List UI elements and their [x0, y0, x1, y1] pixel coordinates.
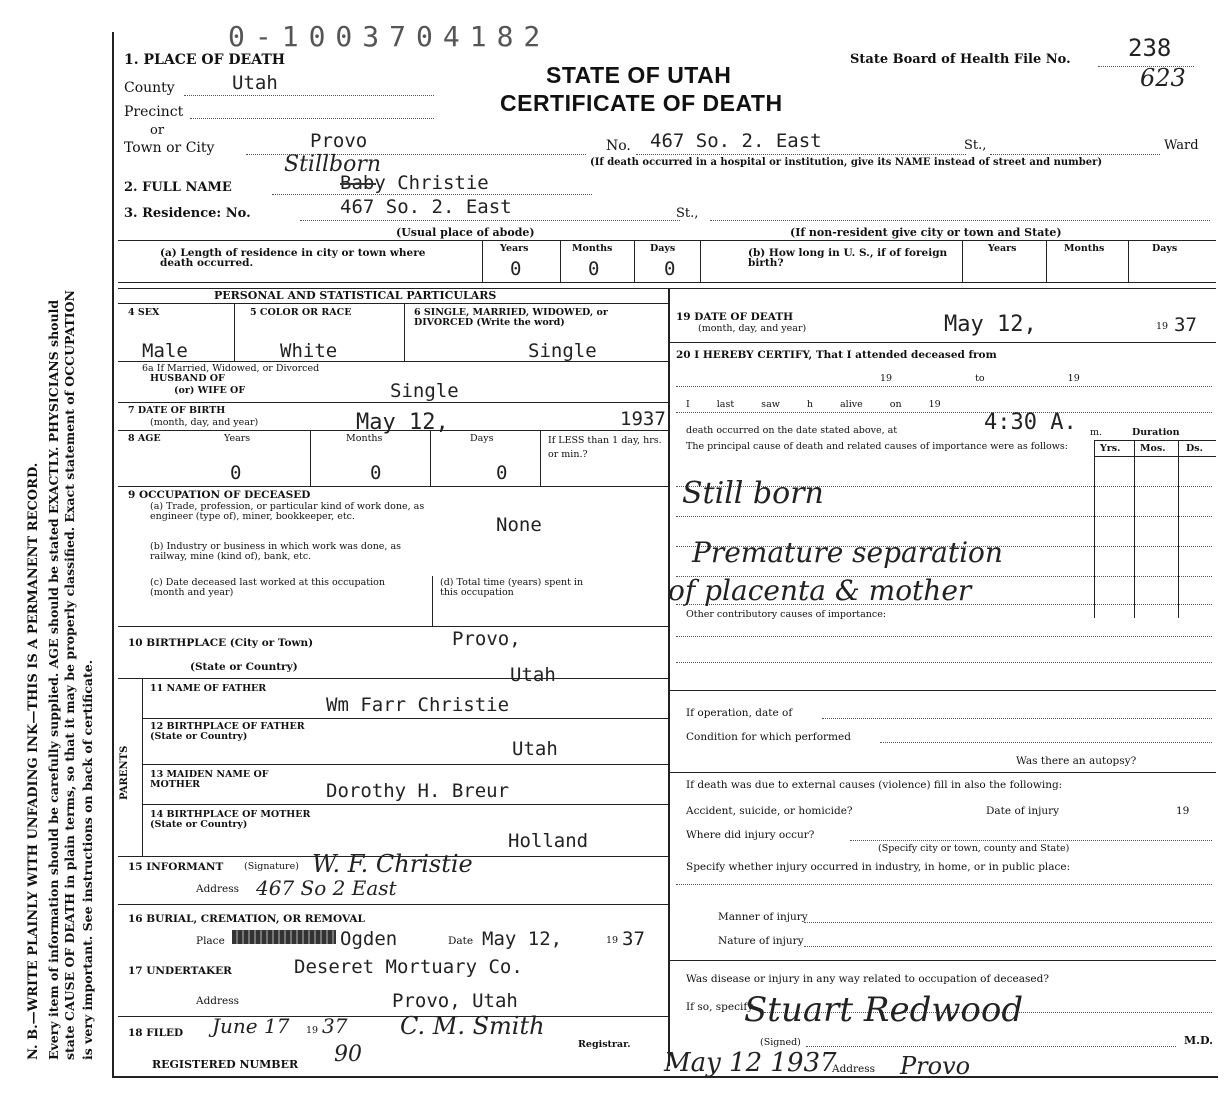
- personal-heading: PERSONAL AND STATISTICAL PARTICULARS: [214, 289, 497, 302]
- county-label: County: [124, 80, 175, 96]
- informant-sig: W. F. Christie: [312, 850, 473, 878]
- undertaker-value: Deseret Mortuary Co.: [294, 956, 523, 978]
- condition-label: Condition for which performed: [686, 731, 851, 743]
- birthplace-state-label: (State or Country): [190, 661, 298, 673]
- occ-value: None: [496, 514, 542, 536]
- death-time: 4:30 A.: [984, 410, 1077, 435]
- age-months-h: Months: [346, 433, 383, 444]
- filed-label: 18 FILED: [128, 1027, 184, 1039]
- spouse-label-3: (or) WIFE OF: [174, 385, 246, 396]
- margin-line-1: N. B.—WRITE PLAINLY WITH UNFADING INK—THIS IS A PERMANENT RECORD.: [26, 462, 41, 1060]
- doc-title: CERTIFICATE OF DEATH: [500, 90, 783, 116]
- other-label: Other contributory causes of importance:: [686, 609, 887, 620]
- certify-label: 20 I HEREBY CERTIFY, That I attended deceased from: [676, 349, 997, 361]
- ward-label: Ward: [1164, 138, 1199, 153]
- res-days-h: Days: [650, 243, 676, 254]
- yrs-h: Yrs.: [1100, 443, 1121, 454]
- town-label: Town or City: [124, 140, 215, 156]
- informant-addr-label: Address: [196, 883, 240, 895]
- from-to: 19 to 19: [880, 373, 1080, 384]
- state-title: STATE OF UTAH: [546, 62, 732, 88]
- margin-notes: [0, 0, 110, 1102]
- age-months: 0: [370, 462, 382, 484]
- sex-label: 4 SEX: [128, 307, 160, 318]
- margin-line-2: Every item of information should be carefully supplied. AGE should be stated EXACTLY. PHYSICIANS should: [46, 299, 61, 1060]
- dod-value: May 12,: [944, 312, 1037, 337]
- res-months-h: Months: [572, 243, 613, 254]
- us-months-h: Months: [1064, 243, 1105, 254]
- signature-date: May 12 1937: [664, 1048, 837, 1078]
- filed-value: June 17: [212, 1014, 290, 1038]
- age-years: 0: [230, 462, 242, 484]
- occ-d: (d) Total time (years) spent in this occupation: [440, 577, 584, 598]
- color-value: White: [280, 340, 338, 362]
- burial-date: May 12,: [482, 928, 563, 950]
- res-days: 0: [664, 258, 676, 280]
- father-bp-label: 12 BIRTHPLACE OF FATHER (State or Country): [150, 721, 305, 742]
- occ-a: (a) Trade, profession, or particular kind of work done, as engineer (type of), miner, bookkeeper, etc.: [150, 501, 425, 522]
- dob-value: May 12,: [356, 410, 449, 435]
- address-signature: Provo: [900, 1052, 971, 1080]
- res-years-h: Years: [500, 243, 529, 254]
- burial-year: 37: [622, 928, 645, 950]
- serial-number: 0-1003704182: [228, 20, 551, 53]
- dod-year: 37: [1174, 314, 1197, 336]
- margin-line-4: is very important. See instructions on back of certificate.: [80, 659, 95, 1060]
- precinct-label: Precinct: [124, 104, 184, 120]
- filed-year: 37: [322, 1014, 348, 1038]
- age-days-h: Days: [470, 433, 494, 444]
- informant-addr: 467 So 2 East: [256, 876, 397, 900]
- spouse-label-1: 6a If Married, Widowed, or Divorced: [142, 363, 320, 374]
- autopsy-label: Was there an autopsy?: [1016, 755, 1137, 767]
- address-label: Address: [832, 1063, 876, 1075]
- color-label: 5 COLOR OR RACE: [250, 307, 352, 318]
- st-label: St.,: [964, 138, 987, 153]
- registered-value: 90: [334, 1042, 362, 1067]
- father-value: Wm Farr Christie: [326, 694, 510, 716]
- length-label: (a) Length of residence in city or town where death occurred.: [160, 247, 426, 269]
- md-label: M.D.: [1184, 1034, 1213, 1047]
- burial-date-label: Date: [448, 935, 474, 947]
- marital-label: 6 SINGLE, MARRIED, WIDOWED, or DIVORCED (Write the word): [414, 307, 608, 328]
- file-number: 238: [1128, 34, 1172, 62]
- registered-label: REGISTERED NUMBER: [152, 1058, 299, 1071]
- name-correction: Stillborn: [284, 152, 382, 177]
- injury-year: 19: [1176, 805, 1190, 817]
- dod-label: 19 DATE OF DEATH: [676, 311, 794, 323]
- parents-label: PARENTS: [119, 745, 130, 800]
- death-address: 467 So. 2. East: [650, 130, 822, 152]
- ds-h: Ds.: [1186, 443, 1203, 454]
- residence-st-label: St.,: [676, 206, 699, 221]
- dob-label: 7 DATE OF BIRTH: [128, 405, 226, 416]
- disease-label: Was disease or injury in any way related to occupation of deceased?: [686, 973, 1049, 985]
- birthplace-label: 10 BIRTHPLACE (City or Town): [128, 637, 314, 649]
- cause-label: The principal cause of death and related causes of importance were as follows:: [686, 441, 1068, 452]
- occ-b: (b) Industry or business in which work was done, as railway, mine (kind of), bank, etc.: [150, 541, 402, 562]
- county-value: Utah: [232, 72, 278, 94]
- manner-label: Manner of injury: [718, 911, 808, 923]
- no-label: No.: [606, 138, 631, 154]
- cause-3: of placenta & mother: [668, 574, 972, 607]
- town-value: Provo: [310, 130, 368, 152]
- nonres-note: (If non-resident give city or town and State): [790, 226, 1062, 239]
- mother-bp-label: 14 BIRTHPLACE OF MOTHER (State or Country): [150, 809, 311, 830]
- where-note: (Specify city or town, county and State): [878, 843, 1070, 854]
- sex-value: Male: [142, 340, 188, 362]
- us-years-h: Years: [988, 243, 1017, 254]
- file-number-2: 623: [1140, 64, 1186, 92]
- occ-c: (c) Date deceased last worked at this occupation (month and year): [150, 577, 385, 598]
- father-label: 11 NAME OF FATHER: [150, 683, 267, 694]
- last-saw: I last saw h alive on 19: [686, 399, 941, 410]
- undertaker-label: 17 UNDERTAKER: [128, 965, 232, 977]
- undertaker-addr: Provo, Utah: [392, 990, 518, 1012]
- us-days-h: Days: [1152, 243, 1178, 254]
- spouse-label-2: HUSBAND OF: [150, 373, 225, 384]
- residence-value: 467 So. 2. East: [340, 196, 512, 218]
- specify-label: Specify whether injury occurred in industry, in home, or in public place:: [686, 861, 1071, 873]
- burial-year-prefix: 19: [606, 935, 619, 946]
- us-label: (b) How long in U. S., if of foreign birth?: [748, 247, 948, 269]
- dob-sub: (month, day, and year): [150, 417, 259, 428]
- residence-label: 3. Residence: No.: [124, 206, 251, 221]
- duration-label: Duration: [1132, 427, 1180, 438]
- informant-label: 15 INFORMANT: [128, 861, 224, 873]
- dod-year-prefix: 19: [1156, 321, 1169, 332]
- injury-date-label: Date of injury: [986, 805, 1060, 817]
- age-days: 0: [496, 462, 508, 484]
- father-bp: Utah: [512, 738, 558, 760]
- operation-label: If operation, date of: [686, 707, 793, 719]
- name-value: Baby Christie: [340, 172, 489, 194]
- place-heading: 1. PLACE OF DEATH: [124, 52, 285, 68]
- external-label: If death was due to external causes (violence) fill in also the following:: [686, 779, 1063, 791]
- burial-place-label: Place: [196, 935, 225, 947]
- dob-year: 1937: [620, 408, 666, 430]
- name-label: 2. FULL NAME: [124, 180, 232, 195]
- file-label: State Board of Health File No.: [850, 52, 1071, 67]
- nature-label: Nature of injury: [718, 935, 804, 947]
- cause-1: Still born: [682, 476, 824, 511]
- birthplace-state: Utah: [510, 664, 556, 686]
- mos-h: Mos.: [1140, 443, 1166, 454]
- registrar-label: Registrar.: [578, 1039, 631, 1050]
- age-label: 8 AGE: [128, 433, 161, 444]
- hospital-note: (If death occurred in a hospital or institution, give its NAME instead of street and number): [590, 157, 1103, 168]
- accident-label: Accident, suicide, or homicide?: [686, 805, 853, 817]
- mother-value: Dorothy H. Breur: [326, 780, 510, 802]
- mother-label: 13 MAIDEN NAME OF MOTHER: [150, 769, 269, 790]
- res-months: 0: [588, 258, 600, 280]
- dod-sub: (month, day, and year): [698, 323, 807, 334]
- informant-sig-label: (Signature): [244, 861, 299, 872]
- mother-bp: Holland: [508, 830, 589, 852]
- res-years: 0: [510, 258, 522, 280]
- usual-note: (Usual place of abode): [396, 226, 535, 239]
- burial-label: 16 BURIAL, CREMATION, OR REMOVAL: [128, 913, 365, 925]
- spouse-value: Single: [390, 380, 459, 402]
- m-label: m.: [1090, 427, 1103, 438]
- marital-value: Single: [528, 340, 597, 362]
- if-so-label: If so, specify: [686, 1001, 754, 1013]
- birthplace-value: Provo,: [452, 628, 521, 650]
- where-label: Where did injury occur?: [686, 829, 815, 841]
- margin-line-3: state CAUSE OF DEATH in plain terms, so that it may be properly classified. Exact statement of OCCUPATION: [62, 290, 77, 1060]
- signed-label: (Signed): [760, 1037, 801, 1048]
- physician-signature: Stuart Redwood: [744, 990, 1024, 1030]
- undertaker-addr-label: Address: [196, 995, 240, 1007]
- burial-place: Ogden: [340, 928, 398, 950]
- registrar-signature: C. M. Smith: [400, 1012, 545, 1040]
- age-years-h: Years: [224, 433, 251, 444]
- death-occurred: death occurred on the date stated above, at: [686, 425, 898, 436]
- occ-label: 9 OCCUPATION OF DECEASED: [128, 489, 311, 501]
- filed-year-prefix: 19: [306, 1025, 319, 1036]
- or-label: or: [150, 123, 165, 138]
- less-label: If LESS than 1 day, hrs. or min.?: [548, 435, 662, 460]
- cause-2: Premature separation: [692, 536, 1003, 569]
